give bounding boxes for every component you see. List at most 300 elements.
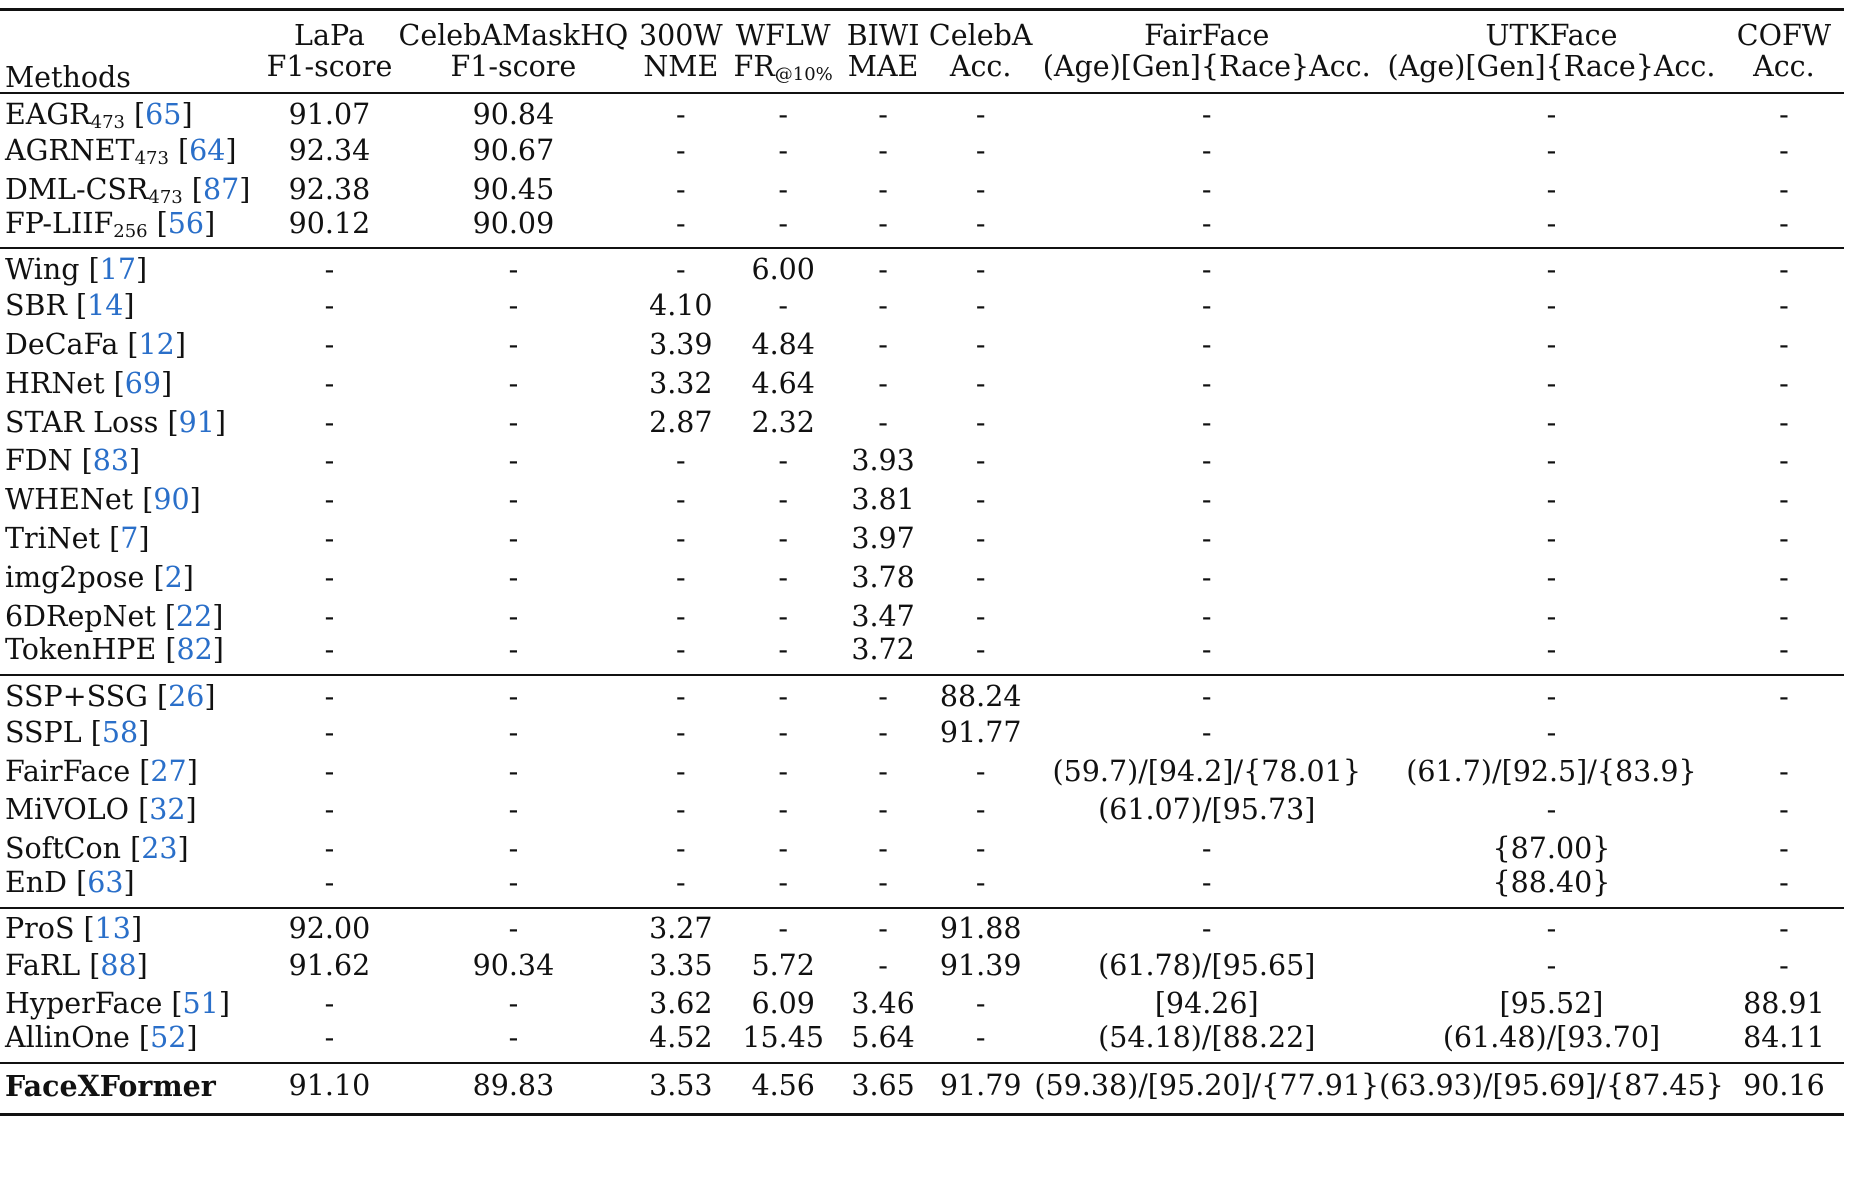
value-cell: - (324, 832, 335, 866)
value-cell: - (324, 679, 335, 713)
value-cell: 2.32 (751, 405, 815, 439)
value-cell: - (1546, 405, 1557, 439)
value-cell: - (878, 793, 888, 827)
table-row (0, 869, 1844, 908)
method-name: HyperFace (5, 987, 163, 1021)
value-cell: 88.91 (1743, 987, 1825, 1021)
citation-link[interactable]: 23 (141, 832, 178, 866)
value-cell: - (727, 636, 839, 675)
value-cell: 91.62 (288, 948, 371, 982)
method-cell: HyperFace [51] (5, 987, 230, 1021)
table-group-5 (0, 1063, 1844, 1115)
citation-link[interactable]: 2 (164, 560, 183, 594)
value-cell: - (778, 483, 788, 517)
method-cell: MiVOLO [32] (5, 793, 197, 827)
value-cell: - (392, 1024, 634, 1063)
value-cell: - (324, 327, 335, 361)
value-cell (1724, 714, 1844, 753)
table-row (0, 947, 1844, 986)
value-cell: - (778, 560, 788, 594)
value-cell: - (675, 560, 686, 594)
citation-link[interactable]: 13 (94, 912, 131, 946)
table-row (0, 326, 1844, 365)
value-cell: - (1546, 679, 1557, 713)
value-cell: - (975, 483, 986, 517)
value-cell: - (927, 1024, 1034, 1063)
value-cell: - (1546, 483, 1557, 517)
citation-link[interactable]: 7 (120, 521, 139, 555)
table-row (0, 597, 1844, 636)
value-cell: - (675, 133, 686, 167)
method-cell: EnD [63] (0, 869, 267, 908)
value-cell: - (324, 252, 335, 286)
value-cell: 90.12 (267, 209, 393, 248)
citation-link[interactable]: 88 (100, 948, 137, 982)
value-cell: - (675, 754, 686, 788)
value-cell: 90.16 (1724, 1063, 1844, 1115)
method-cell: Wing [17] (5, 252, 148, 286)
value-cell: - (778, 912, 788, 946)
table-group-3 (0, 675, 1844, 908)
value-cell: 92.34 (288, 133, 371, 167)
value-cell: - (1546, 172, 1557, 206)
value-cell: - (1201, 366, 1212, 400)
value-cell: 3.97 (851, 521, 915, 555)
value-cell: 84.11 (1724, 1024, 1844, 1063)
method-name: HRNet (5, 366, 105, 400)
method-name: Wing (5, 252, 80, 286)
method-cell: AllinOne [52] (0, 1024, 267, 1063)
method-name: FaceXFormer (5, 1068, 216, 1103)
value-cell: 91.10 (267, 1063, 393, 1115)
method-name: img2pose (5, 560, 145, 594)
method-name: TriNet (5, 521, 101, 555)
value-cell: (61.78)/[95.65] (1098, 948, 1316, 982)
value-cell: - (975, 560, 986, 594)
value-cell: - (675, 832, 686, 866)
value-cell: - (1779, 483, 1789, 517)
value-cell: - (778, 715, 788, 749)
citation-link[interactable]: 63 (87, 866, 124, 900)
col-header-celebamaskhq: CelebAMaskHQ (392, 10, 634, 51)
value-cell: - (1546, 444, 1557, 478)
value-cell: - (675, 793, 686, 827)
value-cell: - (1546, 793, 1557, 827)
metric-300w: NME (634, 50, 727, 93)
citation-link[interactable]: 82 (176, 633, 213, 667)
citation-link[interactable]: 14 (87, 289, 124, 323)
value-cell: - (324, 560, 335, 594)
metric-wflw-label: FR (733, 50, 775, 83)
citation-link[interactable]: 12 (138, 327, 175, 361)
value-cell: - (675, 444, 686, 478)
value-cell: - (1779, 289, 1789, 323)
value-cell: - (1779, 948, 1789, 982)
metric-celebamaskhq: F1-score (392, 50, 634, 93)
methods-header: Methods (0, 10, 267, 94)
value-cell: 88.24 (939, 679, 1022, 713)
citation-link[interactable]: 52 (150, 1021, 187, 1055)
value-cell: - (975, 405, 986, 439)
table-row (0, 365, 1844, 404)
value-cell: - (1724, 869, 1844, 908)
method-cell: $FP-LIIF_{256}$ [56] (0, 209, 267, 248)
value-cell: - (508, 289, 519, 323)
table-row (0, 636, 1844, 675)
method-name: 6DRepNet (5, 599, 156, 633)
citation-link[interactable]: 26 (168, 679, 205, 713)
value-cell: - (1201, 483, 1212, 517)
table-row (0, 753, 1844, 792)
value-cell: - (1201, 912, 1212, 946)
value-cell: - (1779, 405, 1789, 439)
value-cell: [95.52] (1499, 987, 1604, 1021)
value-cell: - (324, 366, 335, 400)
value-cell: - (778, 133, 788, 167)
value-cell: 3.35 (649, 948, 713, 982)
citation-link[interactable]: 51 (182, 987, 219, 1021)
value-cell: - (675, 599, 686, 633)
method-cell: DML-$CSR_{473}$ [87] (5, 172, 251, 208)
value-cell: 92.00 (288, 912, 371, 946)
value-cell: 3.47 (851, 599, 915, 633)
value-cell: - (1201, 832, 1212, 866)
value-cell: 5.64 (839, 1024, 927, 1063)
value-cell: - (878, 366, 888, 400)
value-cell: - (324, 444, 335, 478)
value-cell: - (508, 560, 519, 594)
table-header (0, 10, 1844, 94)
metric-cofw: Acc. (1724, 50, 1844, 93)
method-name: AGRNET (5, 133, 135, 167)
value-cell: 2.87 (649, 405, 713, 439)
value-cell: - (508, 987, 519, 1021)
value-cell: - (675, 715, 686, 749)
value-cell: - (1201, 289, 1212, 323)
value-cell: - (778, 754, 788, 788)
method-name: DML-CSR (5, 172, 149, 206)
value-cell: - (324, 483, 335, 517)
value-cell: - (324, 715, 335, 749)
value-cell: - (1546, 289, 1557, 323)
col-header-utkface: UTKFace (1379, 10, 1724, 51)
table-row (0, 442, 1844, 481)
value-cell: 4.10 (649, 289, 713, 323)
method-cell: SSPL [58] (5, 715, 150, 749)
citation-link[interactable]: 64 (189, 133, 226, 167)
value-cell: - (975, 599, 986, 633)
method-cell: FaRL [88] (5, 948, 148, 982)
value-cell: - (1724, 209, 1844, 248)
value-cell: - (1034, 636, 1379, 675)
value-cell: - (1546, 252, 1557, 286)
value-cell: 92.38 (288, 172, 371, 206)
value-cell: - (1201, 715, 1212, 749)
method-resolution-sub: 473 (148, 186, 183, 208)
value-cell: - (392, 636, 634, 675)
value-cell: - (878, 289, 888, 323)
value-cell: - (1201, 97, 1212, 131)
value-cell: 3.93 (851, 444, 915, 478)
value-cell: - (267, 869, 393, 908)
value-cell: - (778, 172, 788, 206)
value-cell: (59.38)/[95.20]/{77.91} (1034, 1063, 1379, 1115)
value-cell: - (878, 133, 888, 167)
value-cell: - (324, 405, 335, 439)
method-cell: STAR Loss [91] (5, 405, 226, 439)
value-cell: - (975, 754, 986, 788)
value-cell: - (508, 405, 519, 439)
citation-link[interactable]: 91 (178, 405, 215, 439)
table-group-2 (0, 248, 1844, 675)
table-row (0, 403, 1844, 442)
value-cell: - (1779, 133, 1789, 167)
method-cell: 6DRepNet [22] (5, 599, 224, 633)
value-cell: - (778, 832, 788, 866)
method-cell: $AGRNET_{473}$ [64] (5, 133, 237, 169)
value-cell: {88.40} (1379, 869, 1724, 908)
value-cell: - (675, 252, 686, 286)
citation-link[interactable]: 83 (92, 444, 130, 478)
value-cell: - (975, 97, 986, 131)
value-cell: - (839, 869, 927, 908)
method-name: SSP+SSG (5, 679, 148, 713)
value-cell: - (1201, 327, 1212, 361)
value-cell: - (878, 405, 888, 439)
method-cell: DeCaFa [12] (5, 327, 186, 361)
value-cell: - (675, 521, 686, 555)
value-cell: - (267, 1024, 393, 1063)
value-cell: (54.18)/[88.22] (1034, 1024, 1379, 1063)
value-cell: - (927, 209, 1034, 248)
table-row (0, 209, 1844, 248)
value-cell: - (508, 912, 519, 946)
value-cell: - (1779, 912, 1789, 946)
comparison-table (0, 8, 1844, 1116)
value-cell: 3.78 (851, 560, 915, 594)
value-cell: - (927, 636, 1034, 675)
value-cell: - (878, 252, 888, 286)
value-cell: - (778, 289, 788, 323)
value-cell: 90.45 (472, 172, 555, 206)
method-name: STAR Loss (5, 405, 159, 439)
value-cell: - (675, 483, 686, 517)
value-cell: - (324, 754, 335, 788)
method-name: EAGR (5, 97, 91, 131)
table-row (0, 559, 1844, 598)
value-cell: - (1546, 97, 1557, 131)
value-cell: 15.45 (727, 1024, 839, 1063)
citation-link[interactable]: 87 (202, 172, 240, 206)
method-resolution-sub: 473 (134, 147, 169, 169)
method-name: AllinOne (5, 1021, 130, 1055)
value-cell: 89.83 (392, 1063, 634, 1115)
value-cell: - (508, 832, 519, 866)
value-cell: - (1546, 912, 1557, 946)
value-cell: - (1201, 599, 1212, 633)
value-cell: (61.07)/[95.73] (1098, 793, 1316, 827)
method-name: MiVOLO (5, 793, 130, 827)
citation-link[interactable]: 22 (176, 599, 213, 633)
value-cell: - (1779, 560, 1789, 594)
value-cell: - (324, 793, 335, 827)
table-row (0, 908, 1844, 947)
method-cell: $EAGR_{473}$ [65] (5, 97, 193, 133)
value-cell: - (878, 715, 888, 749)
value-cell: - (975, 289, 986, 323)
citation-link[interactable]: 65 (145, 97, 182, 131)
table-row (0, 830, 1844, 869)
value-cell: - (634, 209, 727, 248)
value-cell: - (1779, 679, 1789, 713)
method-cell: HRNet [69] (5, 366, 173, 400)
method-cell: TriNet [7] (5, 521, 150, 555)
value-cell: - (1201, 252, 1212, 286)
value-cell: 3.62 (649, 987, 713, 1021)
method-cell: FairFace [27] (5, 754, 198, 788)
metric-fairface: (Age)[Gen]{Race}Acc. (1034, 50, 1379, 93)
table-row (0, 791, 1844, 830)
value-cell: - (1779, 172, 1789, 206)
metric-wflw-sub: @10% (774, 64, 833, 85)
col-header-fairface: FairFace (1034, 10, 1379, 51)
value-cell: (61.48)/[93.70] (1379, 1024, 1724, 1063)
table-row (0, 132, 1844, 171)
value-cell: 91.88 (939, 912, 1022, 946)
value-cell: - (1546, 521, 1557, 555)
metric-biwi: MAE (839, 50, 927, 93)
value-cell: - (1379, 636, 1724, 675)
value-cell: - (508, 327, 519, 361)
value-cell: 4.84 (751, 327, 815, 361)
value-cell: - (975, 133, 986, 167)
value-cell: - (1034, 209, 1379, 248)
value-cell: - (975, 252, 986, 286)
value-cell: - (975, 521, 986, 555)
value-cell: - (508, 366, 519, 400)
value-cell: - (508, 679, 519, 713)
value-cell: 3.27 (649, 912, 713, 946)
value-cell: - (1546, 715, 1557, 749)
citation-link[interactable]: 27 (150, 754, 187, 788)
value-cell: - (508, 715, 519, 749)
value-cell: - (634, 636, 727, 675)
table-row (0, 714, 1844, 753)
method-name: FairFace (5, 754, 131, 788)
value-cell: - (392, 869, 634, 908)
value-cell: - (878, 948, 888, 982)
value-cell: - (975, 987, 986, 1021)
method-cell: ProS [13] (5, 912, 143, 946)
value-cell: - (1201, 172, 1212, 206)
method-name: EnD (5, 866, 68, 900)
value-cell: 4.64 (751, 366, 815, 400)
value-cell: - (675, 679, 686, 713)
citation-link[interactable]: 17 (99, 252, 136, 286)
citation-link[interactable]: 56 (167, 206, 205, 240)
method-name: FaRL (5, 948, 81, 982)
method-name: DeCaFa (5, 327, 119, 361)
value-cell: - (727, 869, 839, 908)
value-cell: - (267, 636, 393, 675)
table-row (0, 1024, 1844, 1063)
table-row (0, 481, 1844, 520)
value-cell: 3.53 (634, 1063, 727, 1115)
value-cell: - (878, 97, 888, 131)
value-cell: 5.72 (751, 948, 815, 982)
table-row (0, 675, 1844, 714)
value-cell: - (878, 912, 888, 946)
value-cell: - (1779, 444, 1789, 478)
citation-link[interactable]: 90 (153, 483, 190, 517)
value-cell: 90.84 (472, 97, 555, 131)
metric-celeba: Acc. (927, 50, 1034, 93)
table-row (0, 171, 1844, 210)
value-cell: - (975, 366, 986, 400)
value-cell: 3.81 (851, 483, 915, 517)
value-cell: 4.52 (634, 1024, 727, 1063)
col-header-cofw: COFW (1724, 10, 1844, 51)
value-cell: 4.56 (727, 1063, 839, 1115)
value-cell: 6.00 (751, 252, 815, 286)
value-cell: - (634, 869, 727, 908)
value-cell: - (1779, 599, 1789, 633)
citation-link[interactable]: 69 (124, 366, 162, 400)
value-cell: - (1546, 560, 1557, 594)
citation-link[interactable]: 32 (149, 793, 186, 827)
value-cell: - (508, 252, 519, 286)
value-cell: 90.34 (472, 948, 555, 982)
value-cell: - (508, 521, 519, 555)
method-name: SSPL (5, 715, 82, 749)
method-cell: WHENet [90] (5, 483, 201, 517)
value-cell: - (1779, 252, 1789, 286)
value-cell: 3.65 (839, 1063, 927, 1115)
table-row (0, 1063, 1844, 1115)
value-cell: - (1546, 366, 1557, 400)
table-row (0, 520, 1844, 559)
value-cell: [94.26] (1154, 987, 1259, 1021)
value-cell: - (675, 172, 686, 206)
value-cell: - (1779, 832, 1789, 866)
citation-link[interactable]: 58 (101, 715, 139, 749)
value-cell: - (675, 97, 686, 131)
value-cell: - (878, 679, 888, 713)
value-cell: - (778, 444, 788, 478)
method-name: WHENet (5, 483, 134, 517)
value-cell: - (1034, 869, 1379, 908)
col-header-300w: 300W (634, 10, 727, 51)
col-header-wflw: WFLW (727, 10, 839, 51)
value-cell: - (1546, 599, 1557, 633)
method-cell: FDN [83] (5, 444, 141, 478)
value-cell: {87.00} (1492, 832, 1611, 866)
method-cell: SoftCon [23] (5, 832, 189, 866)
value-cell: - (508, 599, 519, 633)
value-cell: - (839, 209, 927, 248)
table-row (0, 287, 1844, 326)
value-cell: - (878, 172, 888, 206)
value-cell: 91.79 (927, 1063, 1034, 1115)
value-cell: 3.46 (851, 987, 915, 1021)
value-cell: - (778, 679, 788, 713)
value-cell: (63.93)/[95.69]/{87.45} (1379, 1063, 1724, 1115)
value-cell: 90.67 (472, 133, 555, 167)
metric-wflw (727, 50, 839, 93)
value-cell: - (778, 599, 788, 633)
value-cell: - (324, 599, 335, 633)
value-cell: - (1379, 209, 1724, 248)
